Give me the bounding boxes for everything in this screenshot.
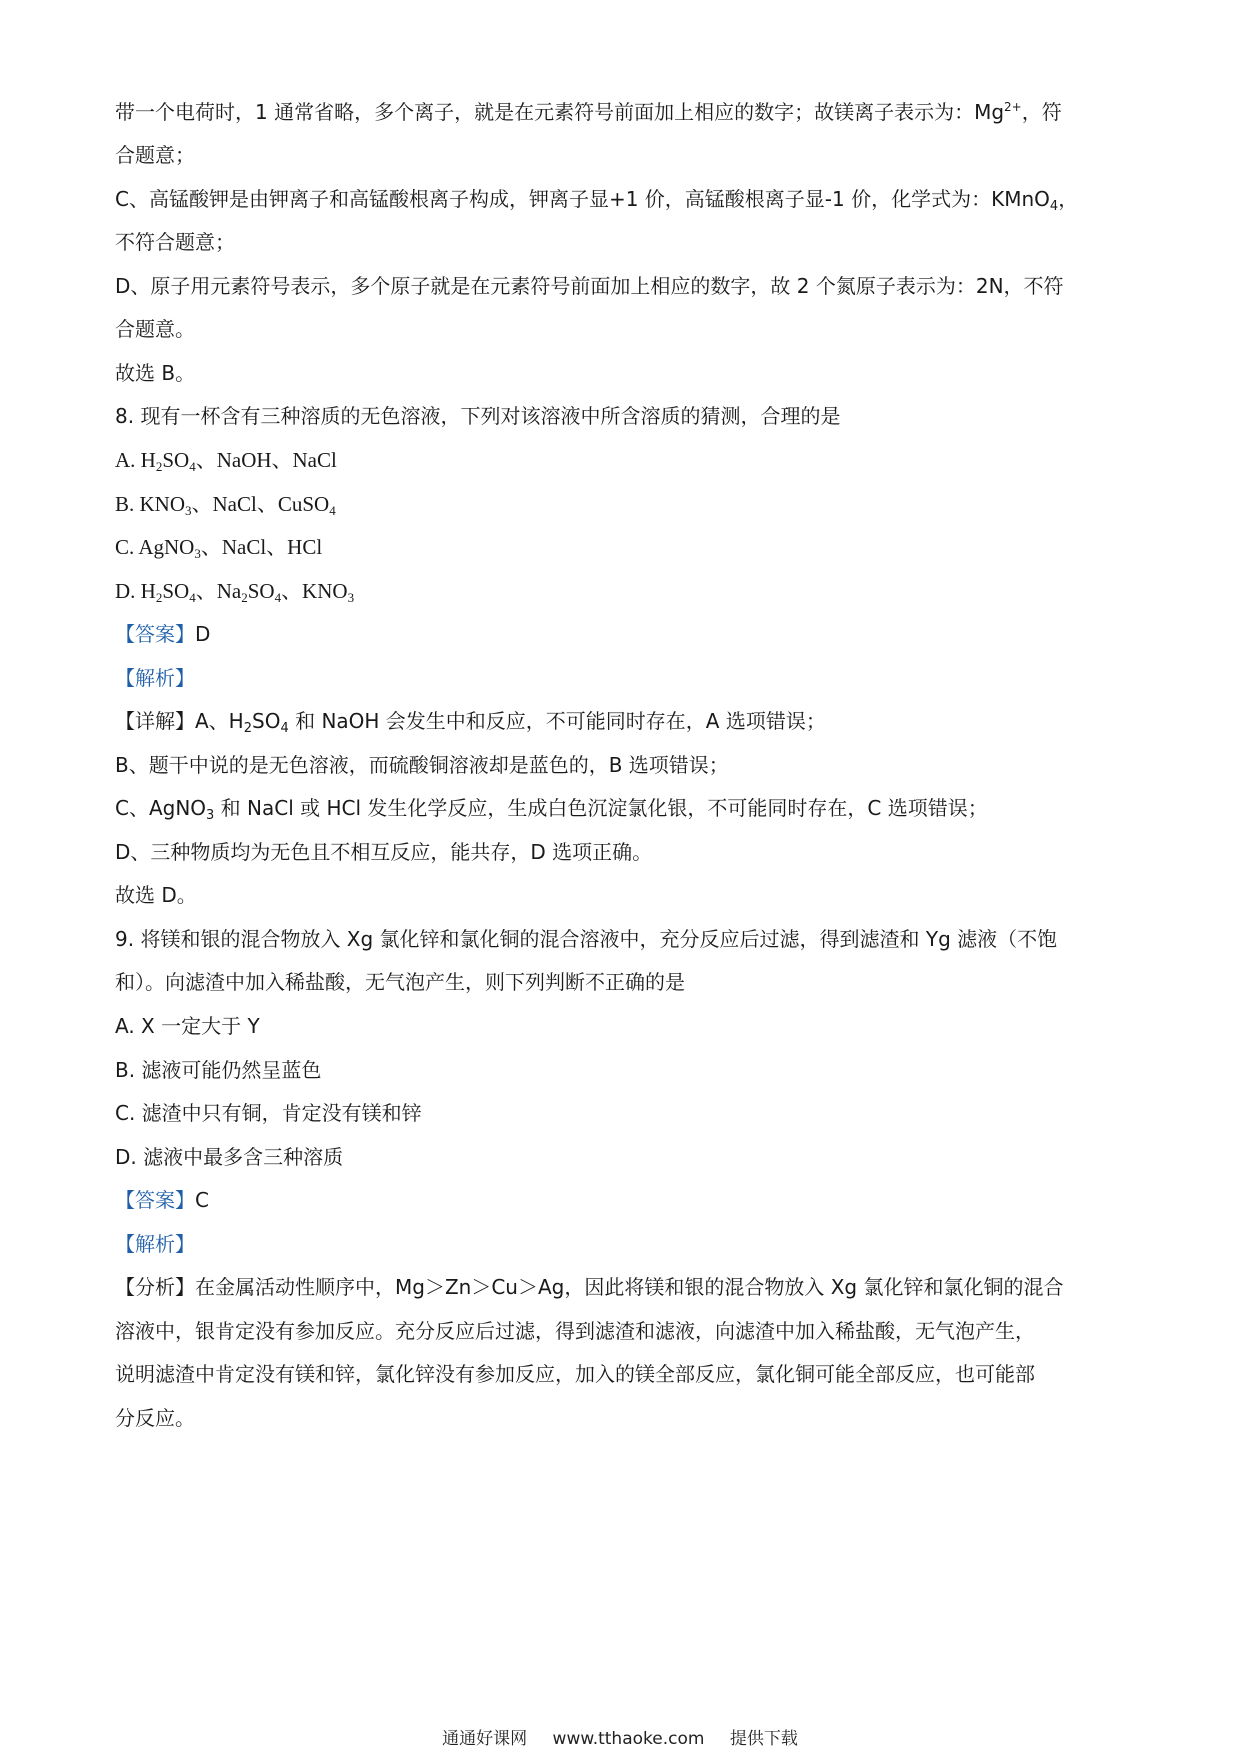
text-line: 不符合题意； [115,230,235,254]
answer-8: 【答案】D [115,622,211,646]
question-8-option-c: C. AgNO$_3$、NaCl、HCl [115,535,323,561]
answer-9: 【答案】C [115,1188,209,1212]
text-line: D、三种物质均为无色且不相互反应，能共存，D 选项正确。 [115,840,653,864]
text-line: 说明滤渣中肯定没有镁和锌，氯化锌没有参加反应，加入的镁全部反应，氯化铜可能全部反应，也可能部 [115,1362,1035,1386]
text-line: 带一个电荷时，1 通常省略，多个离子，就是在元素符号前面加上相应的数字；故镁离子表示为：$Mg^{2+}$，符 [115,100,1062,124]
analysis-8-heading: 【解析】 [115,666,195,690]
footer-note: 提供下载 [729,1729,798,1749]
footer-url[interactable]: www.tthaoke.com [552,1729,705,1749]
question-8-option-d: D. $H_2SO_4$、$Na_2SO_4$、$KNO_3$ [115,579,355,605]
answer-tag: 【答案】 [115,622,195,646]
footer-site-name: 通通好课网 [442,1729,528,1749]
text-line: 分反应。 [115,1406,195,1430]
text-line: D、原子用元素符号表示，多个原子就是在元素符号前面加上相应的数字，故 2 个氮原子表示为：2N，不符 [115,274,1064,298]
detail-8: 【详解】A、$H_2SO_4$ 和 NaOH 会发生中和反应，不可能同时存在，A 选项错误； [115,709,826,736]
question-9-stem: 9. 将镁和银的混合物放入 Xg 氯化锌和氯化铜的混合溶液中，充分反应后过滤，得到滤渣和 Yg 滤液（不饱 [115,927,1058,951]
question-8-option-a: A. $H_2SO_4$、NaOH、NaCl [115,448,337,474]
text-line: C、高锰酸钾是由钾离子和高锰酸根离子构成，钾离子显+1 价，高锰酸根离子显-1 价，化学式为：KMnO$_4$， [115,187,1079,214]
page-footer [0,1724,1240,1749]
text-line: 合题意。 [115,317,195,341]
question-8-stem: 8. 现有一杯含有三种溶质的无色溶液，下列对该溶液中所含溶质的猜测，合理的是 [115,404,841,428]
text-line: C、AgNO$_3$ 和 NaCl 或 HCl 发生化学反应，生成白色沉淀氯化银，不可能同时存在，C 选项错误； [115,796,988,823]
text-line: 故选 D。 [115,883,197,907]
analysis-9-heading: 【解析】 [115,1232,195,1256]
analysis-9-line: 【分析】在金属活动性顺序中，Mg＞Zn＞Cu＞Ag，因此将镁和银的混合物放入 Xg 氯化锌和氯化铜的混合 [115,1275,1064,1299]
question-9-option-b: B. 滤液可能仍然呈蓝色 [115,1058,322,1082]
question-8-option-b: B. $KNO_3$、NaCl、CuSO$_4$ [115,492,336,518]
text-line: 溶液中，银肯定没有参加反应。充分反应后过滤，得到滤渣和滤液，向滤渣中加入稀盐酸，无气泡产生， [115,1319,1035,1343]
text-line: 合题意； [115,143,195,167]
text-line: B、题干中说的是无色溶液，而硫酸铜溶液却是蓝色的，B 选项错误； [115,753,729,777]
question-9-option-c: C. 滤渣中只有铜，肯定没有镁和锌 [115,1101,422,1125]
question-9-option-d: D. 滤液中最多含三种溶质 [115,1145,344,1169]
question-9-stem-cont: 和）。向滤渣中加入稀盐酸，无气泡产生，则下列判断不正确的是 [115,970,685,994]
text-line: 故选 B。 [115,361,196,385]
question-9-option-a: A. X 一定大于 Y [115,1014,260,1038]
